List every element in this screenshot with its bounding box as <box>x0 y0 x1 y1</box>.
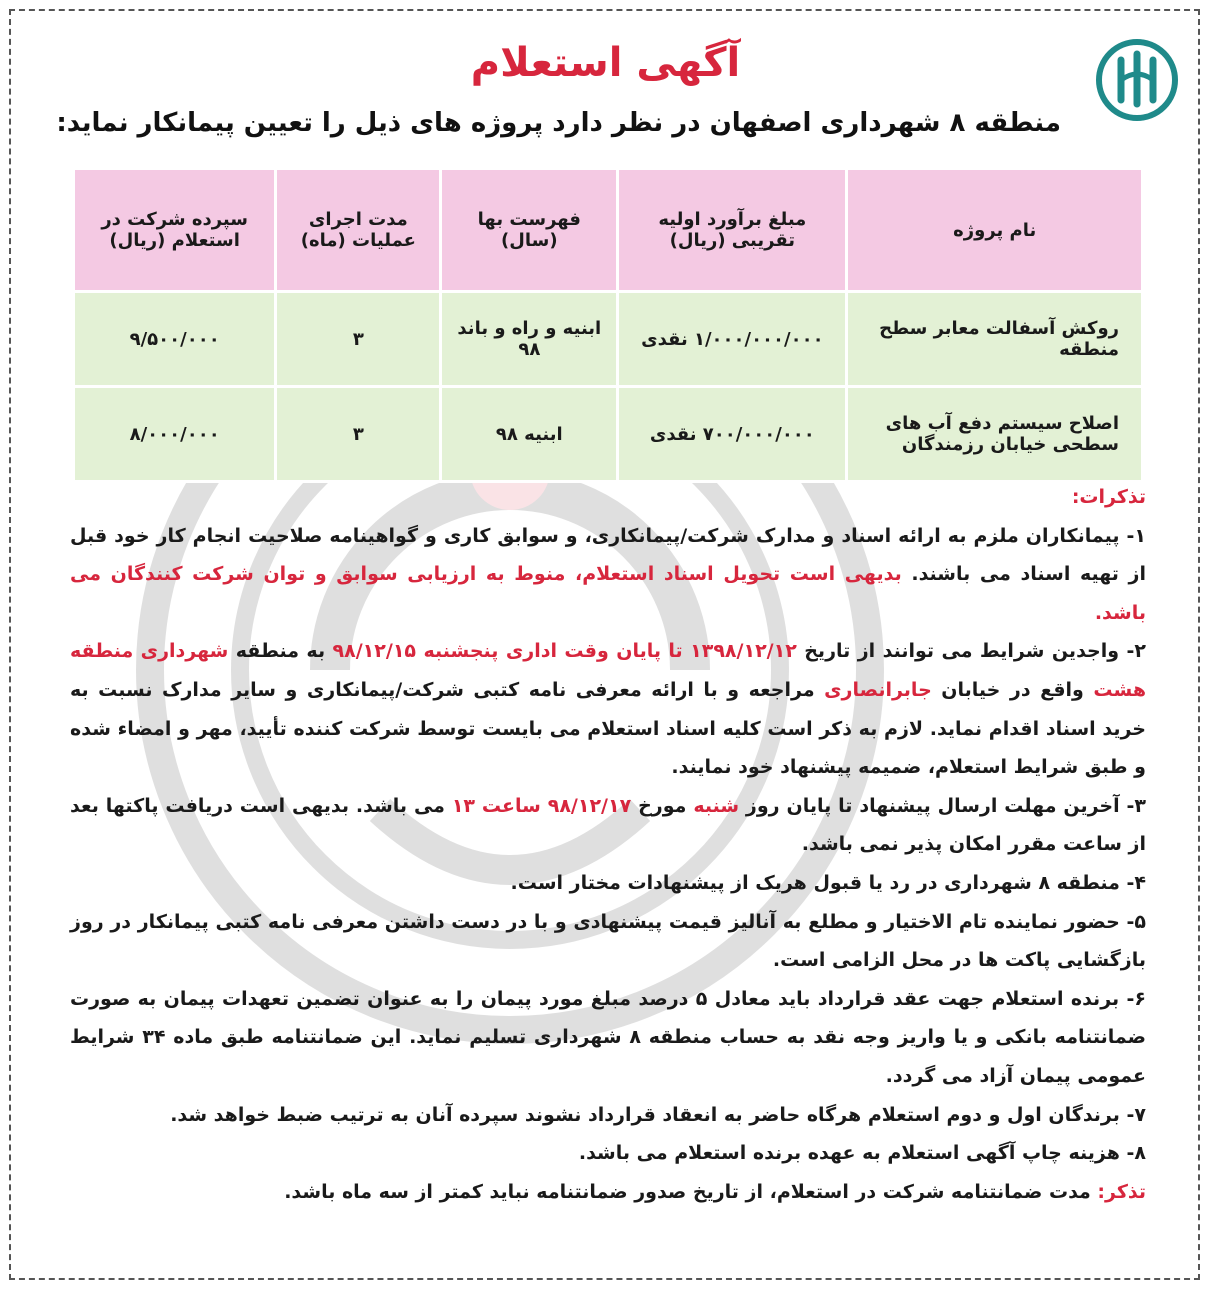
note-2-part-d: مراجعه و با ارائه معرفی نامه کتبی شرکت/پیمانکاری و سایر مدارک نسبت به خرید اسناد اقدام نماید. لازم به ذکر است کلیه اسناد استعلام می بایست توسط شرکت کننده تأیید، مهر و امضاء شده و طبق شرایط استعلام، ضمیمه پیشنهاد خود نمایند. <box>70 678 1146 779</box>
note-1-highlight: بدیهی است تحویل اسناد استعلام، منوط به ارزیابی سوابق و توان شرکت کنندگان می باشد. <box>70 563 1146 624</box>
header-project-name: نام پروژه <box>847 169 1143 292</box>
table-row <box>74 292 1143 387</box>
note-1 <box>70 517 1146 633</box>
note-6: ۶- برنده استعلام جهت عقد قرارداد باید معادل ۵ درصد مبلغ مورد پیمان را به عنوان تضمین تعهدات پیمان به صورت ضمانتنامه بانکی و یا واریز وجه نقد به حساب منطقه ۸ شهرداری تسلیم نماید. این ضمانتنامه طبق ماده ۳۴ شرایط عمومی پیمان آزاد می گردد. <box>70 987 1146 1087</box>
cell-duration: ۳ <box>276 387 441 482</box>
cell-deposit: ۹/۵۰۰/۰۰۰ <box>74 292 276 387</box>
projects-table <box>72 167 1144 483</box>
note-2-part-a: ۲- واجدین شرایط می توانند از تاریخ <box>796 640 1146 663</box>
note-2-part-b: به منطقه <box>228 640 333 663</box>
cell-project-name: اصلاح سیستم دفع آب های سطحی خیابان رزمندگان <box>847 387 1143 482</box>
cell-price-list: ابنیه ۹۸ <box>441 387 618 482</box>
note-8: ۸- هزینه چاپ آگهی استعلام به عهده برنده استعلام می باشد. <box>578 1142 1146 1165</box>
header-deposit: سپرده شرکت در استعلام (ریال) <box>74 169 276 292</box>
cell-estimate: ۱/۰۰۰/۰۰۰/۰۰۰ نقدی <box>618 292 847 387</box>
note-3-part-b: مورخ <box>631 794 694 817</box>
note-2 <box>70 632 1146 786</box>
page-title: آگهی استعلام <box>470 40 741 86</box>
note-2-part-c: واقع در خیابان <box>931 678 1094 701</box>
note-2-dates: ۱۳۹۸/۱۲/۱۲ تا پایان وقت اداری پنجشنبه ۹۸/۱۲/۱۵ <box>332 640 797 663</box>
header-duration: مدت اجرای عملیات (ماه) <box>276 169 441 292</box>
note-3-deadline: ۹۸/۱۲/۱۷ ساعت ۱۳ <box>451 794 632 817</box>
page-subtitle: منطقه ۸ شهرداری اصفهان در نظر دارد پروژه های ذیل را تعیین پیمانکار نماید: <box>56 108 1061 138</box>
table-row <box>74 387 1143 482</box>
table-header-row <box>74 169 1143 292</box>
note-3-day: شنبه <box>693 794 740 817</box>
notes-heading: تذکرات: <box>1071 486 1146 508</box>
note-1-text: ۱- پیمانکاران ملزم به ارائه اسناد و مدارک شرکت/پیمانکاری، و سوابق کاری و گواهینامه صلاحیت انجام کار خود قبل از تهیه اسناد می باشند. <box>70 524 1146 586</box>
note-4: ۴- منطقه ۸ شهرداری در رد یا قبول هریک از پیشنهادات مختار است. <box>510 871 1146 894</box>
note-3 <box>70 787 1146 864</box>
header-price-list: فهرست بها (سال) <box>441 169 618 292</box>
note-3-part-a: ۳- آخرین مهلت ارسال پیشنهاد تا پایان روز <box>739 794 1146 817</box>
header-estimate: مبلغ برآورد اولیه تقریبی (ریال) <box>618 169 847 292</box>
note-2-street: جابرانصاری <box>824 678 932 701</box>
final-note-text: مدت ضمانتنامه شرکت در استعلام، از تاریخ صدور ضمانتنامه نباید کمتر از سه ماه باشد. <box>284 1180 1098 1203</box>
note-3-part-c: می باشد. بدیهی است دریافت پاکتها بعد از ساعت مقرر امکان پذیر نمی باشد. <box>70 794 1146 856</box>
final-note-label: تذکر: <box>1097 1180 1146 1203</box>
cell-price-list: ابنیه و راه و باند ۹۸ <box>441 292 618 387</box>
cell-project-name: روکش آسفالت معابر سطح منطقه <box>847 292 1143 387</box>
cell-estimate: ۷۰۰/۰۰۰/۰۰۰ نقدی <box>618 387 847 482</box>
note-7: ۷- برندگان اول و دوم استعلام هرگاه حاضر به انعقاد قرارداد نشوند سپرده آنان به ترتیب ضبط خواهد شد. <box>170 1103 1146 1126</box>
note-2-office: شهرداری منطقه هشت <box>70 640 1146 701</box>
cell-duration: ۳ <box>276 292 441 387</box>
notes-section <box>70 478 1146 1211</box>
note-5: ۵- حضور نماینده تام الاختیار و مطلع به آنالیز قیمت پیشنهادی و با در دست داشتن معرفی نامه کتبی پیمانکار در روز بازگشایی پاکت ها در محل الزامی است. <box>70 910 1146 972</box>
cell-deposit: ۸/۰۰۰/۰۰۰ <box>74 387 276 482</box>
final-note <box>70 1173 1146 1212</box>
